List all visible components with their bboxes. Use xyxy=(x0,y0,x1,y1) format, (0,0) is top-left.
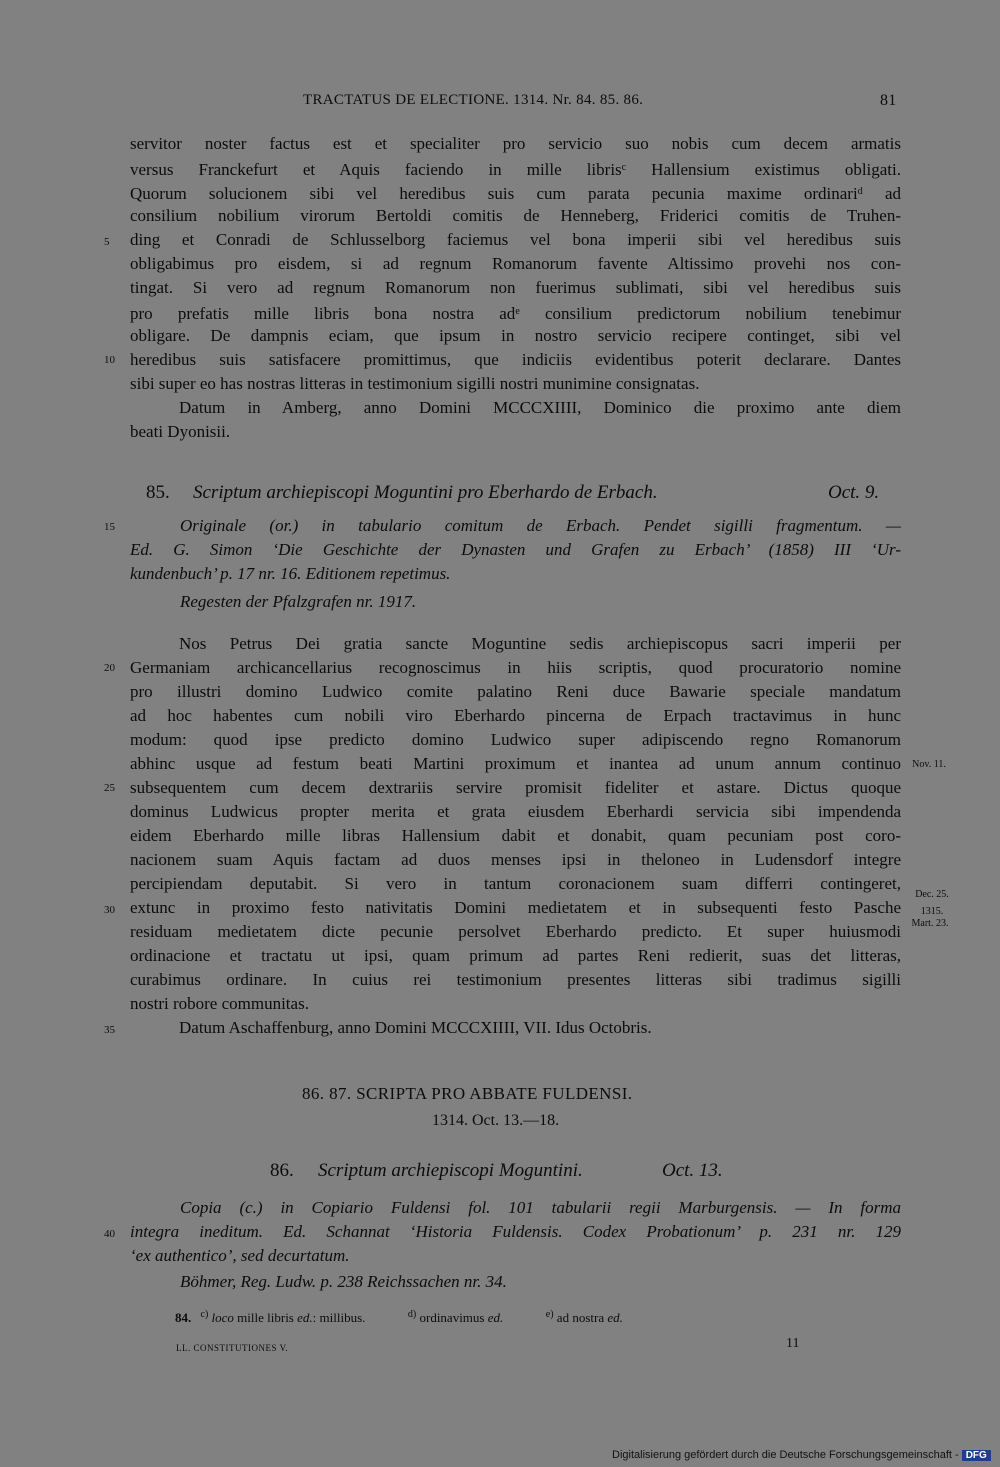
text-line: nacionem suam Aquis factam ad duos menses ipsi in theloneo in Ludensdorf integre xyxy=(130,850,901,869)
document-title: Scriptum archiepiscopi Moguntini pro Eberhardo de Erbach. xyxy=(193,482,658,503)
line-number: 25 xyxy=(104,782,115,794)
footnotes xyxy=(175,1309,901,1326)
footnote-text: loco xyxy=(208,1310,234,1325)
text-line: obligare. De dampnis eciam, que ipsum in nostro servicio recipere continget, sibi vel xyxy=(130,326,901,345)
text-line: curabimus ordinare. In cuius rei testimonium presentes litteras sibi tradimus sigilli xyxy=(130,970,901,989)
text-line: servitor noster factus est et specialiter pro servicio suo nobis cum decem armatis xyxy=(130,134,901,153)
document-number: 85. xyxy=(146,482,170,503)
margin-date-mart: Mart. 23. xyxy=(911,918,949,929)
text-line: extunc in proximo festo nativitatis Domini medietatem et in subsequenti festo Pasche xyxy=(130,898,901,917)
footnote-ed: ed. xyxy=(487,1310,504,1325)
text-line: consilium nobilium virorum Bertoldi comitis de Henneberg, Friderici comitis de Truhen- xyxy=(130,206,901,225)
line-number: 10 xyxy=(104,354,115,366)
footnote-marker: e xyxy=(515,306,520,317)
sheet-number: 11 xyxy=(786,1336,800,1351)
dating-clause: Datum Aschaffenburg, anno Domini MCCCXIIII, VII. Idus Octobris. xyxy=(179,1018,652,1037)
text-line: nostri robore communitas. xyxy=(130,994,309,1013)
document-number: 86. xyxy=(270,1160,294,1181)
source-line: Originale (or.) in tabulario comitum de Erbach. Pendet sigilli fragmentum. — xyxy=(180,516,901,535)
footnote-text: : millibus. xyxy=(312,1310,366,1325)
text-line: ding et Conradi de Schlusselborg faciemus vel bona imperii sibi vel heredibus suis xyxy=(130,230,901,249)
text-segment: consilium predictorum nobilium tenebimur xyxy=(519,304,901,323)
footnote-text: ad nostra xyxy=(553,1310,608,1325)
credit-text: Digitalisierung gefördert durch die Deutsche Forschungsgemeinschaft - xyxy=(612,1449,959,1461)
page-number: 81 xyxy=(880,92,897,109)
line-number: 5 xyxy=(104,236,110,248)
footnote-marker: c) xyxy=(200,1309,209,1320)
dfg-logo: DFG xyxy=(962,1450,991,1461)
text-segment: Quorum solucionem sibi vel heredibus suis cum parata pecunia maxime ordinari xyxy=(130,184,858,203)
series-signature: LL. CONSTITUTIONES V. xyxy=(176,1343,289,1353)
footnote-marker: d) xyxy=(407,1309,417,1320)
regest-line: Regesten der Pfalzgrafen nr. 1917. xyxy=(180,592,417,611)
margin-date-year: 1315. xyxy=(920,906,944,917)
text-segment: pro prefatis mille libris bona nostra ad xyxy=(130,304,516,323)
text-line: Germaniam archicancellarius recognoscimus in hiis scriptis, quod procuratorio nomine xyxy=(130,658,901,677)
footnote-text: ordinavimus xyxy=(416,1310,488,1325)
text-line xyxy=(130,156,901,182)
section-dates: 1314. Oct. 13.—18. xyxy=(432,1112,560,1129)
digitization-credit xyxy=(612,1449,991,1461)
text-line: abhinc usque ad festum beati Martini proximum et inantea ad unum annum continuo xyxy=(130,754,901,773)
text-line: sibi super eo has nostras litteras in testimonium sigilli nostri munimine consignatas. xyxy=(130,374,700,393)
margin-date-dec: Dec. 25. xyxy=(915,889,949,900)
line-number: 40 xyxy=(104,1228,115,1240)
text-line xyxy=(130,300,901,326)
dating-clause: Datum in Amberg, anno Domini MCCCXIIII, Dominico die proximo ante diem xyxy=(179,398,901,417)
text-line: subsequentem cum decem dextrariis servire promisit fideliter et astare. Dictus quoque xyxy=(130,778,901,797)
text-segment: versus Franckefurt et Aquis faciendo in mille libris xyxy=(130,160,622,179)
regest-line: Böhmer, Reg. Ludw. p. 238 Reichssachen nr. 34. xyxy=(180,1272,507,1291)
document-date: Oct. 9. xyxy=(828,482,880,503)
text-line: tingat. Si vero ad regnum Romanorum non fuerimus sublimati, sibi vel heredibus suis xyxy=(130,278,901,297)
text-line: ordinacione et tractatu ut ipsi, quam primum ad partes Reni redierit, suas det litteras, xyxy=(130,946,901,965)
footnote-ed: ed. xyxy=(297,1310,313,1325)
line-number: 15 xyxy=(104,521,115,533)
text-line: obligabimus pro eisdem, si ad regnum Romanorum favente Altissimo provehi nos con- xyxy=(130,254,901,273)
text-line: pro illustri domino Ludwico comite palatino Reni duce Bawarie speciale mandatum xyxy=(130,682,901,701)
line-number: 30 xyxy=(104,904,115,916)
text-line: modum: quod ipse predicto domino Ludwico super adipiscendo regno Romanorum xyxy=(130,730,901,749)
document-title: Scriptum archiepiscopi Moguntini. xyxy=(318,1160,583,1181)
source-line: integra ineditum. Ed. Schannat ‘Historia Fuldensis. Codex Probationum’ p. 231 nr. 129 xyxy=(130,1222,901,1241)
footnote-ed: ed. xyxy=(607,1310,623,1325)
footnote-text: mille libris xyxy=(233,1310,298,1325)
margin-date-nov: Nov. 11. xyxy=(912,759,946,770)
source-line: kundenbuch’ p. 17 nr. 16. Editionem repetimus. xyxy=(130,564,451,583)
text-line: residuam medietatem dicte pecunie persolvet Eberhardo predicto. Et super huiusmodi xyxy=(130,922,901,941)
text-line: ad hoc habentes cum nobili viro Eberhardo pincerna de Erpach tractavimus in hunc xyxy=(130,706,901,725)
text-line: heredibus suis satisfacere promittimus, que indiciis evidentibus poterit declarare. Dantes xyxy=(130,350,901,369)
line-number: 20 xyxy=(104,662,115,674)
footnote-marker: c xyxy=(621,162,627,173)
text-line: beati Dyonisii. xyxy=(130,422,231,441)
source-line: ‘ex authentico’, sed decurtatum. xyxy=(130,1246,350,1265)
text-line: eidem Eberhardo mille libras Hallensium dabit et donabit, quam pecuniam post coro- xyxy=(130,826,901,845)
source-line: Ed. G. Simon ‘Die Geschichte der Dynasten und Grafen zu Erbach’ (1858) III ‘Ur- xyxy=(130,540,901,559)
section-title: 86. 87. SCRIPTA PRO ABBATE FULDENSI. xyxy=(302,1084,633,1103)
line-number: 35 xyxy=(104,1024,115,1036)
footnote-marker: e) xyxy=(545,1309,554,1320)
footnote-marker: d xyxy=(857,186,863,197)
text-line xyxy=(130,180,901,206)
text-segment: Hallensium existimus obligati. xyxy=(626,160,902,179)
text-line: percipiendam deputabit. Si vero in tantum coronacionem suam differri contingeret, xyxy=(130,874,901,893)
text-line: dominus Ludwicus propter merita et grata eiusdem Eberhardi servicia sibi impendenda xyxy=(130,802,901,821)
footnote-doc-label: 84. xyxy=(175,1310,192,1325)
running-title: TRACTATUS DE ELECTIONE. 1314. Nr. 84. 85. 86. xyxy=(303,92,644,108)
text-segment: ad xyxy=(862,184,902,203)
document-date: Oct. 13. xyxy=(662,1160,723,1181)
source-line: Copia (c.) in Copiario Fuldensi fol. 101 tabularii regii Marburgensis. — In forma xyxy=(180,1198,901,1217)
text-line: Nos Petrus Dei gratia sancte Moguntine sedis archiepiscopus sacri imperii per xyxy=(179,634,901,653)
